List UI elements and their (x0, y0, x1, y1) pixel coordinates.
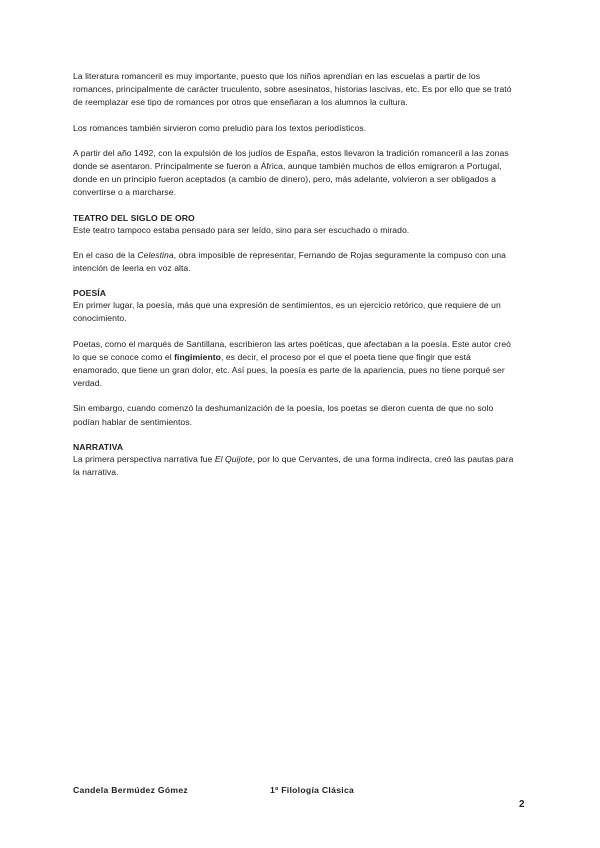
paragraph-celestina (73, 249, 515, 275)
text-segment: , es decir, el proceso por el que el poeta tiene que fingir que está enamorado, que tiene un gran dolor, etc. Así pues, la poesía es parte de la apariencia, pues no tiene porqué ser verdad. (73, 351, 505, 389)
document-body (73, 70, 515, 491)
term-fingimiento: fingimiento (174, 351, 221, 362)
paragraph-periodisticos: Los romances también sirvieron como preludio para los textos periodísticos. (73, 122, 367, 133)
paragraph-quijote (73, 453, 515, 479)
text-segment: La primera perspectiva narrativa fue (73, 453, 215, 464)
paragraph-romanceril: La literatura romanceril es muy importante, puesto que los niños aprendían en las escuelas a partir de los romances, principalmente de carácter truculento, sobre asesinatos, historias lascivas, etc. Es por ello que se trató de reemplazar ese tipo de romances por otros que enseñaran a los alumnos la cultura. (73, 71, 512, 108)
paragraph-deshumanizacion: Sin embargo, cuando comenzó la deshumanización de la poesía, los poetas se dieron cuenta de que no solo podían hablar de sentimientos. (73, 403, 494, 427)
paragraph-expulsion: A partir del año 1492, con la expulsión de los judíos de España, estos llevaron la tradición romanceril a las zonas donde se asentaron. Principalmente se fueron a África, aunque también muchos de ellos emigraron a Portugal, donde en un principio fueron aceptados (a cambio de dinero), pero, más adelante, volvieron a ser obligados a convertirse o a marcharse. (73, 147, 509, 198)
footer-author: Candela Bermúdez Gómez (73, 785, 189, 795)
heading-narrativa: NARRATIVA (73, 441, 124, 452)
text-segment: En el caso de la (73, 249, 138, 260)
text-segment: Poetas, como el marqués de Santillana, escribieron las artes poéticas, que afectaban a la poesía. Este autor creó lo que se conoce como el (73, 338, 511, 362)
title-celestina: Celestina (137, 249, 174, 260)
page-number: 2 (519, 799, 525, 810)
heading-teatro: TEATRO DEL SIGLO DE ORO (73, 212, 195, 223)
paragraph-santillana (73, 338, 515, 391)
heading-poesia: POESÍA (73, 288, 107, 299)
paragraph-poesia-retorica: En primer lugar, la poesía, más que una expresión de sentimientos, es un ejercicio retórico, que requiere de un conocimiento. (73, 300, 501, 324)
text-segment: , por lo que Cervantes, de una forma indirecta, creó las pautas para la narrativa. (73, 453, 514, 478)
paragraph-teatro: Este teatro tampoco estaba pensado para ser leído, sino para ser escuchado o mirado. (73, 224, 410, 235)
title-quijote: El Quijote (214, 453, 253, 464)
footer-course: 1º Filología Clásica (270, 785, 355, 795)
text-segment: , obra imposible de representar, Fernando de Rojas seguramente la compuso con una intención de leerla en voz alta. (73, 249, 506, 274)
